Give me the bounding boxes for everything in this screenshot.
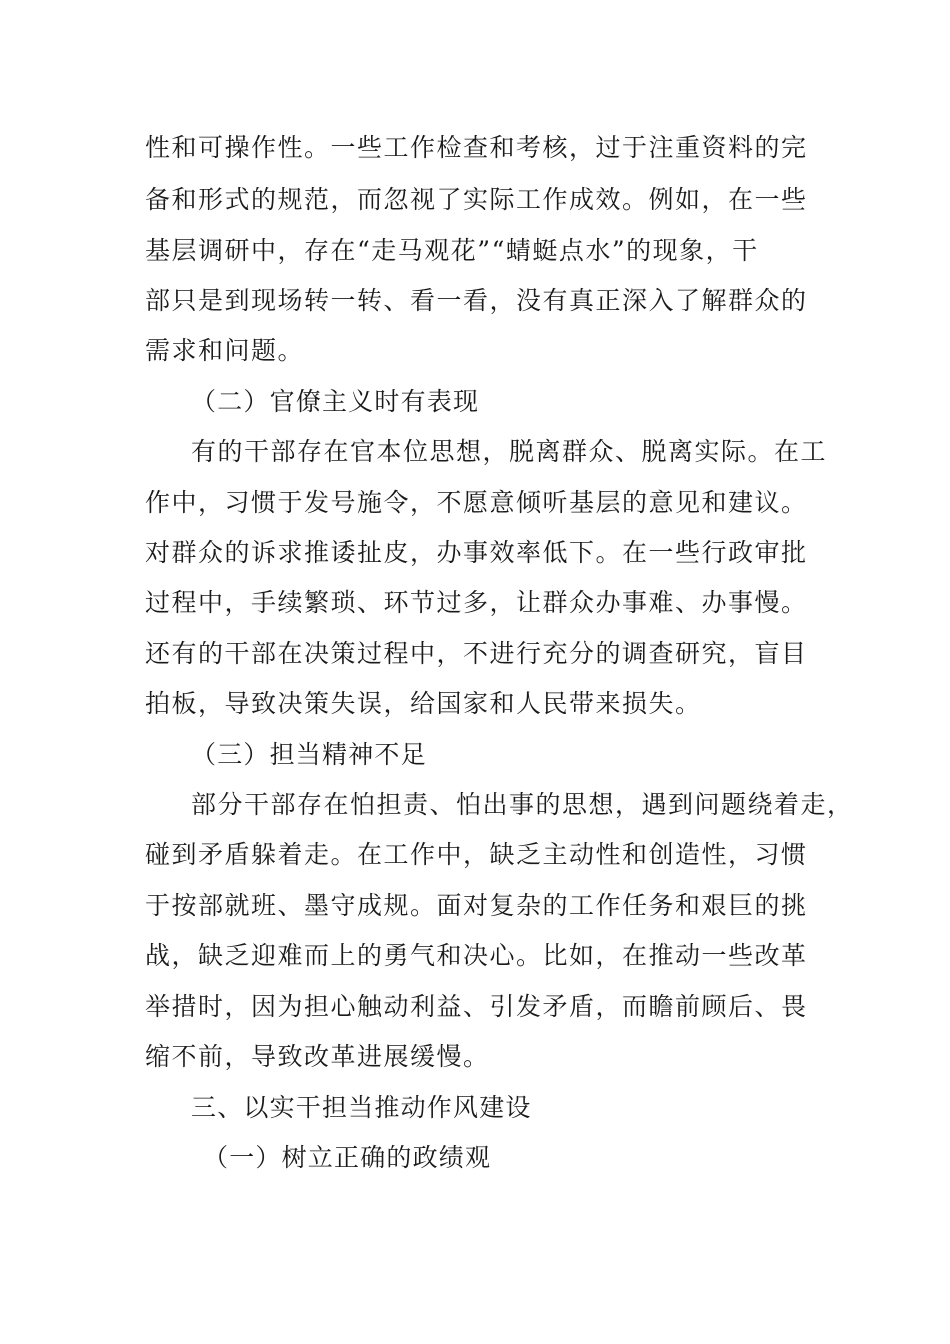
paragraph-line: 于按部就班、墨守成规。面对复杂的工作任务和艰巨的挑 bbox=[145, 891, 808, 920]
paragraph-line: 对群众的诉求推诿扯皮，办事效率低下。在一些行政审批 bbox=[145, 538, 808, 567]
section-heading-3: （三）担当精神不足 bbox=[191, 740, 427, 769]
paragraph-line: 举措时，因为担心触动利益、引发矛盾，而瞻前顾后、畏 bbox=[145, 992, 808, 1021]
paragraph-line: 还有的干部在决策过程中，不进行充分的调查研究，盲目 bbox=[145, 639, 808, 668]
paragraph-line: 基层调研中，存在“走马观花”“蜻蜓点水”的现象，干 bbox=[145, 236, 759, 265]
paragraph-line: 性和可操作性。一些工作检查和考核，过于注重资料的完 bbox=[145, 133, 808, 162]
paragraph-line: 部只是到现场转一转、看一看，没有真正深入了解群众的 bbox=[145, 286, 808, 315]
paragraph-line: 需求和问题。 bbox=[145, 336, 305, 365]
paragraph-line: 拍板，导致决策失误，给国家和人民带来损失。 bbox=[145, 689, 702, 718]
paragraph-line: 作中，习惯于发号施令，不愿意倾听基层的意见和建议。 bbox=[145, 488, 808, 517]
paragraph-line: 过程中，手续繁琐、环节过多，让群众办事难、办事慢。 bbox=[145, 588, 808, 617]
paragraph-line: 缩不前，导致改革进展缓慢。 bbox=[145, 1042, 490, 1071]
section-heading-1: （一）树立正确的政绩观 bbox=[203, 1143, 492, 1172]
paragraph-line: 备和形式的规范，而忽视了实际工作成效。例如，在一些 bbox=[145, 185, 808, 214]
paragraph-line: 战，缺乏迎难而上的勇气和决心。比如，在推动一些改革 bbox=[145, 941, 808, 970]
chapter-heading-3: 三、以实干担当推动作风建设 bbox=[191, 1093, 532, 1122]
section-heading-2: （二）官僚主义时有表现 bbox=[191, 387, 480, 416]
paragraph-line: 有的干部存在官本位思想，脱离群众、脱离实际。在工 bbox=[191, 437, 828, 466]
paragraph-line: 部分干部存在怕担责、怕出事的思想，遇到问题绕着走， bbox=[191, 790, 854, 819]
paragraph-line: 碰到矛盾躲着走。在工作中，缺乏主动性和创造性，习惯 bbox=[145, 840, 808, 869]
